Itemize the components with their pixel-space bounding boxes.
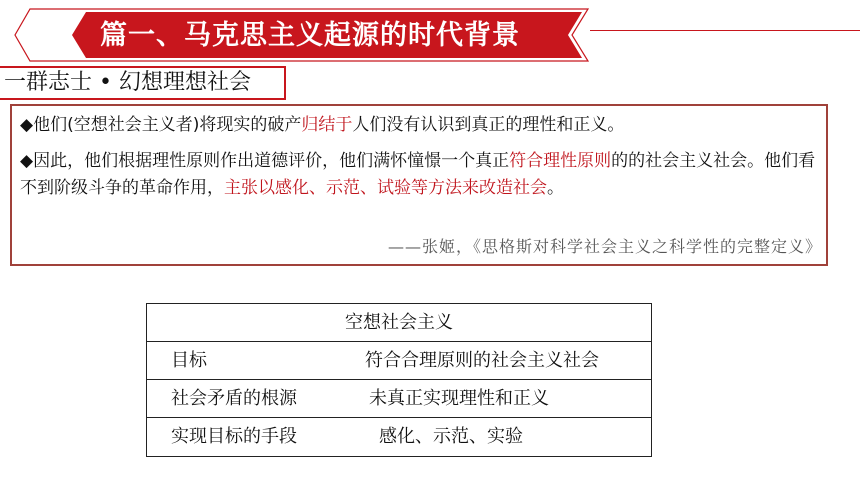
row-label: 目标 — [171, 350, 207, 371]
p2-highlight-2: 主张以感化、示范、试验等方法来改造社会 — [224, 178, 547, 198]
page-title: 篇一、马克思主义起源的时代背景 — [100, 20, 520, 51]
p2-middle: 的的社会主义社会。他们看不到阶级斗争的革命作用， — [20, 151, 816, 198]
quote-paragraph-2 — [20, 148, 820, 202]
row-value: 未真正实现理性和正义 — [369, 388, 549, 409]
p2-highlight-1: 符合理性原则 — [509, 151, 612, 171]
quote-attribution: ——张姬，《思格斯对科学社会主义之科学性的完整定义》 — [387, 237, 822, 256]
row-label: 社会矛盾的根源 — [171, 388, 297, 409]
quote-box — [10, 104, 828, 266]
p1-prefix: ◆他们(空想社会主义者)将现实的破产 — [20, 115, 302, 135]
table-row — [147, 380, 651, 418]
p1-highlight: 归结于 — [301, 115, 353, 135]
table-row — [147, 418, 651, 456]
row-label: 实现目标的手段 — [171, 426, 297, 447]
comparison-table — [146, 303, 652, 457]
section-subtitle: 一群志士 • 幻想理想社会 — [0, 66, 286, 100]
p1-suffix: 人们没有认识到真正的理性和正义。 — [352, 115, 625, 135]
row-value: 感化、示范、实验 — [379, 426, 523, 447]
p2-prefix: ◆因此，他们根据理性原则作出道德评价，他们满怀憧憬一个真正 — [20, 151, 510, 171]
table-header: 空想社会主义 — [147, 304, 651, 342]
header-divider — [590, 30, 860, 31]
p2-suffix: 。 — [547, 178, 564, 198]
table-row — [147, 342, 651, 380]
row-value: 符合合理原则的社会主义社会 — [365, 350, 599, 371]
quote-paragraph-1 — [20, 112, 820, 139]
